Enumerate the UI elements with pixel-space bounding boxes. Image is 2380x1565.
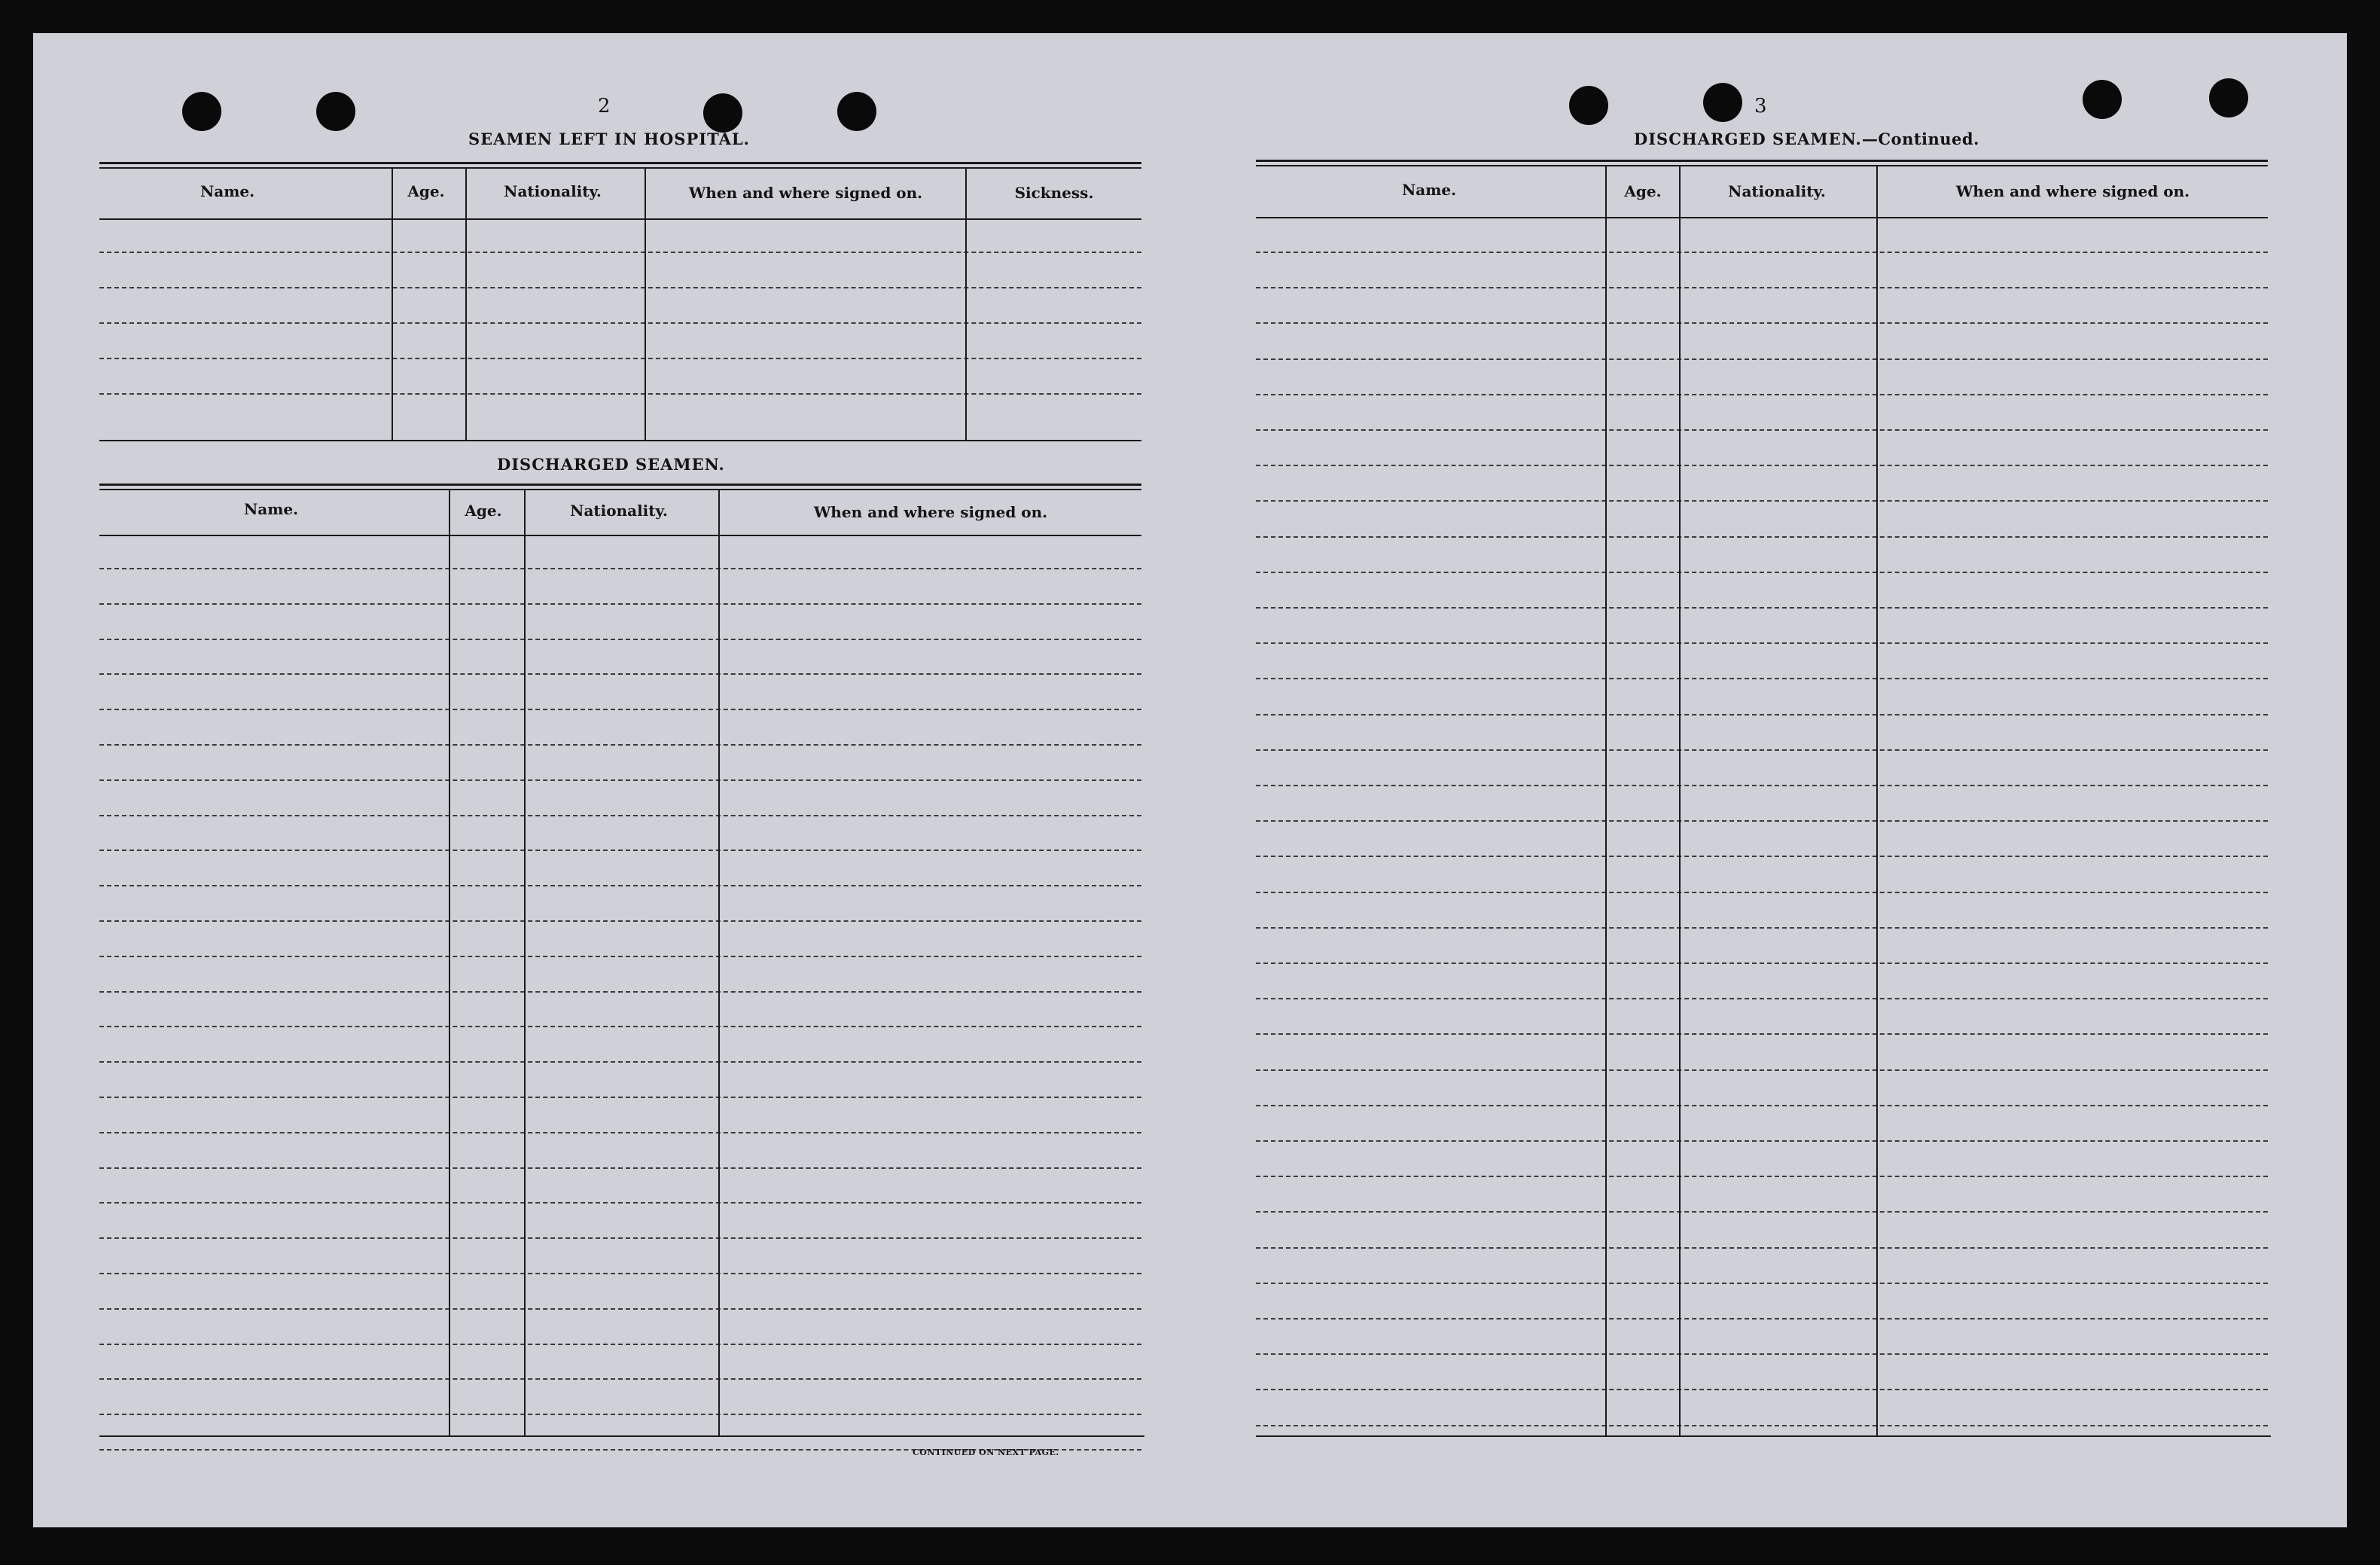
ruled-line [99, 252, 1141, 253]
ruled-line [1256, 785, 2268, 786]
ruled-line [1256, 714, 2268, 715]
ruled-line [99, 920, 1141, 922]
ruled-line [99, 393, 1141, 395]
table-top-rule [1256, 160, 2268, 162]
header-underline [99, 218, 1141, 220]
ruled-line [99, 1132, 1141, 1133]
discharged-title-text: DISCHARGED SEAMEN. [1634, 130, 1862, 148]
ruled-line [99, 603, 1141, 605]
ruled-line [1256, 536, 2268, 538]
ruled-line [1256, 962, 2268, 964]
ruled-line [99, 358, 1141, 359]
column-header-name: Name. [200, 182, 255, 200]
ruled-line [1256, 465, 2268, 466]
ruled-line [99, 1308, 1141, 1310]
ruled-line [1256, 749, 2268, 751]
ruled-line [99, 709, 1141, 710]
ruled-line [1256, 429, 2268, 431]
page-number: 2 [598, 95, 611, 117]
ruled-line [99, 1237, 1141, 1239]
right-page [1188, 33, 2347, 1527]
ruled-line [99, 287, 1141, 288]
ruled-line [1256, 856, 2268, 857]
ruled-line [1256, 1105, 2268, 1106]
column-divider [718, 490, 720, 1435]
ruled-line [1256, 358, 2268, 360]
ruled-line [1256, 1176, 2268, 1177]
table-top-rule [1256, 165, 2268, 166]
ruled-line [1256, 892, 2268, 893]
ruled-line [99, 885, 1141, 886]
column-divider [1605, 166, 1607, 1435]
discharged-continued-title [1634, 130, 1979, 148]
column-header-nationality: Nationality. [1728, 182, 1826, 200]
ruled-line [99, 815, 1141, 816]
column-header-nationality: Nationality. [504, 182, 602, 200]
column-header-signed-on: When and where signed on. [813, 503, 1048, 521]
ruled-line [1256, 678, 2268, 679]
ruled-line [1256, 572, 2268, 573]
ruled-line [99, 1344, 1141, 1345]
ruled-line [1256, 1425, 2268, 1426]
bottom-rule [99, 440, 1141, 441]
column-divider [465, 169, 467, 440]
column-divider [524, 490, 526, 1435]
hospital-section-title: SEAMEN LEFT IN HOSPITAL. [468, 130, 750, 148]
ruled-line [99, 1378, 1141, 1380]
ruled-line [1256, 1353, 2268, 1355]
column-header-age: Age. [1624, 182, 1662, 200]
ruled-line [1256, 500, 2268, 502]
column-header-signed-on: When and where signed on. [688, 184, 923, 202]
table-top-rule [99, 162, 1141, 164]
ruled-line [1256, 998, 2268, 999]
bottom-rule [99, 1435, 1144, 1437]
ruled-line [1256, 1247, 2268, 1249]
ruled-line [99, 322, 1141, 324]
column-header-age: Age. [465, 502, 502, 520]
column-divider [965, 169, 967, 440]
ruled-line [1256, 287, 2268, 288]
continued-note: CONTINUED ON NEXT PAGE. [913, 1448, 1059, 1457]
ruled-line [99, 956, 1141, 957]
ruled-line [1256, 394, 2268, 395]
ruled-line [1256, 1283, 2268, 1284]
ruled-line [1256, 252, 2268, 253]
ruled-line [99, 673, 1141, 675]
column-header-nationality: Nationality. [570, 502, 668, 520]
table-top-rule [99, 484, 1141, 486]
ruled-line [99, 1414, 1141, 1415]
ruled-line [99, 1026, 1141, 1027]
ruled-line [1256, 1318, 2268, 1319]
ruled-line [1256, 1211, 2268, 1213]
continued-suffix: —Continued. [1861, 130, 1979, 148]
ruled-line [1256, 1389, 2268, 1390]
ruled-line [99, 991, 1141, 993]
discharged-section-title: DISCHARGED SEAMEN. [497, 455, 725, 474]
page-number: 3 [1754, 95, 1767, 117]
column-divider [449, 490, 450, 1435]
header-underline [1256, 217, 2268, 218]
ruled-line [99, 1097, 1141, 1098]
left-page [33, 33, 1186, 1527]
ruled-line [99, 1202, 1141, 1203]
column-divider [1876, 166, 1878, 1435]
ruled-line [1256, 607, 2268, 609]
ruled-line [99, 744, 1141, 746]
ledger-sheet [33, 33, 2347, 1527]
ruled-line [99, 850, 1141, 851]
ruled-line [1256, 322, 2268, 324]
bottom-rule [1256, 1435, 2271, 1437]
ruled-line [1256, 1033, 2268, 1035]
ruled-line [1256, 1069, 2268, 1071]
ruled-line [99, 779, 1141, 781]
ruled-line [99, 1061, 1141, 1063]
ruled-line [1256, 642, 2268, 644]
ruled-line [1256, 927, 2268, 929]
header-underline [99, 535, 1141, 536]
column-divider [645, 169, 646, 440]
ruled-line [1256, 820, 2268, 822]
column-divider [1679, 166, 1681, 1435]
column-header-sickness: Sickness. [1014, 184, 1094, 202]
column-divider [392, 169, 393, 440]
column-header-age: Age. [407, 182, 445, 200]
table-top-rule [99, 167, 1141, 169]
column-header-signed-on: When and where signed on. [1955, 182, 2190, 200]
ruled-line [99, 639, 1141, 640]
column-header-name: Name. [1401, 181, 1457, 199]
ruled-line [99, 1167, 1141, 1169]
table-top-rule [99, 489, 1141, 490]
ruled-line [99, 568, 1141, 569]
ruled-line [99, 1273, 1141, 1274]
ruled-line [1256, 1140, 2268, 1142]
column-header-name: Name. [243, 500, 299, 518]
